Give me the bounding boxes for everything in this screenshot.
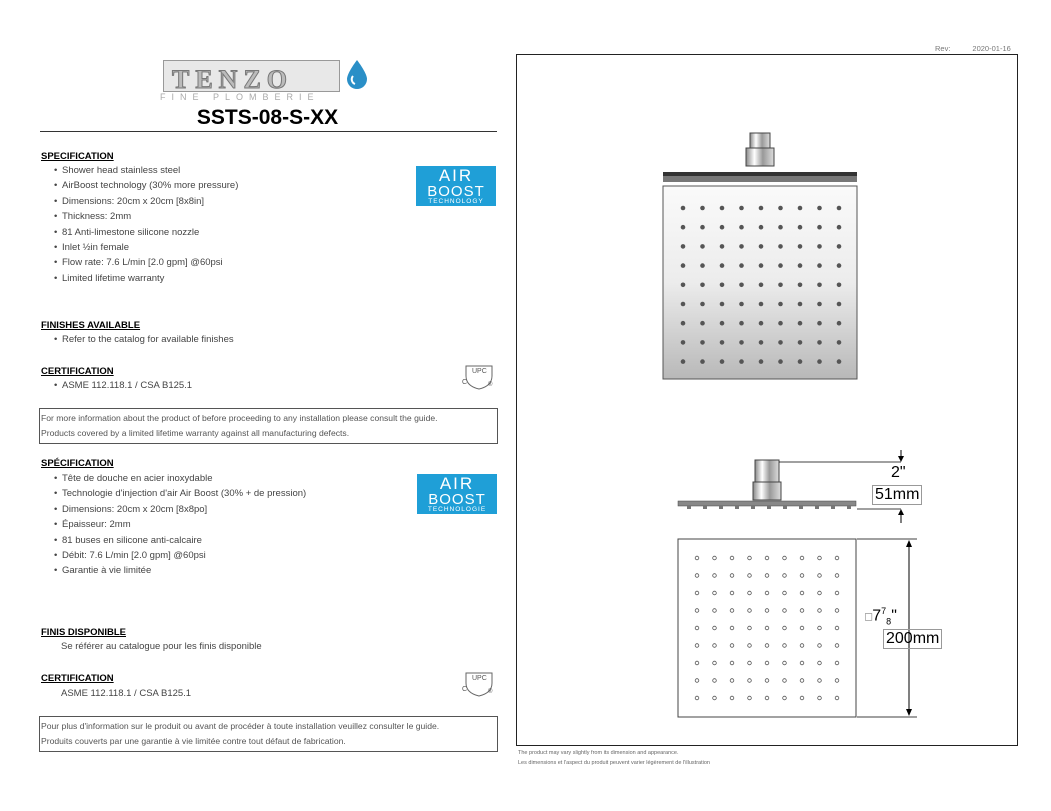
nozzle-dot (837, 302, 842, 307)
nozzle-dot (720, 340, 725, 345)
nozzle-dot (817, 340, 822, 345)
nozzle-dot (837, 206, 842, 211)
nozzle-dot (817, 263, 822, 268)
spec-list-en (40, 163, 400, 286)
side-nozzle (751, 506, 755, 509)
nozzle-dot (837, 225, 842, 230)
nozzle-dot (817, 225, 822, 230)
title-divider (40, 131, 497, 132)
nozzle-dot (759, 263, 764, 268)
nozzle-dot (837, 283, 842, 288)
airboost-l3: TECHNOLOGIE (427, 506, 487, 513)
nozzle-dot (817, 283, 822, 288)
cert-title-fr: CERTIFICATION (41, 673, 114, 684)
nozzle-dot (778, 340, 783, 345)
nozzle-dot (759, 321, 764, 326)
nozzle-dot (739, 359, 744, 364)
nozzle-dot (778, 225, 783, 230)
height-inch-label: 2" (891, 464, 906, 481)
nozzle-dot (759, 359, 764, 364)
nozzle-dot (700, 302, 705, 307)
nozzle-dot (798, 283, 803, 288)
side-nozzle (847, 506, 851, 509)
upc-text: UPC (472, 368, 487, 375)
side-nozzle (815, 506, 819, 509)
top-view (678, 539, 917, 717)
list-item: • Technologie d'injection d'air Air Boost (30% + de pression) (40, 486, 410, 501)
list-item: • Dimensions: 20cm x 20cm [8x8po] (40, 502, 410, 517)
side-nozzle (831, 506, 835, 509)
nozzle-dot (739, 206, 744, 211)
perspective-view (663, 133, 857, 379)
list-item: • Flow rate: 7.6 L/min [2.0 gpm] @60psi (40, 255, 400, 270)
nozzle-dot (837, 321, 842, 326)
logo-box (163, 60, 340, 92)
nozzle-dot (798, 340, 803, 345)
nozzle-dot (759, 206, 764, 211)
list-item: • Débit: 7.6 L/min [2.0 gpm] @60psi (40, 548, 410, 563)
info-line: Produits couverts par une garantie à vie limitée contre tout défaut de fabrication. (41, 736, 346, 746)
nozzle-dot (837, 263, 842, 268)
nozzle-dot (739, 340, 744, 345)
nozzle-dot (759, 302, 764, 307)
cert-list-en (40, 378, 340, 393)
revision (935, 44, 1011, 53)
height-mm-label: 51mm (872, 485, 922, 505)
nozzle-dot (700, 340, 705, 345)
nozzle-dot (778, 244, 783, 249)
nozzle-dot (798, 263, 803, 268)
airboost-l2: BOOST (428, 491, 486, 508)
rev-label: Rev: (935, 44, 951, 53)
airboost-l1: AIR (439, 474, 475, 493)
nozzle-dot (681, 359, 686, 364)
spec-title-fr: SPÉCIFICATION (41, 458, 114, 469)
airboost-l3: TECHNOLOGY (428, 198, 484, 205)
logo-brand: TENZO (172, 65, 294, 94)
cert-c: C (462, 686, 468, 693)
nozzle-dot (798, 359, 803, 364)
nozzle-dot (681, 340, 686, 345)
airboost-logo-en (416, 166, 496, 206)
spec-list-fr (40, 471, 410, 579)
finishes-text-fr: Se référer au catalogue pour les finis disponible (61, 641, 262, 652)
nozzle-dot (798, 321, 803, 326)
list-item: • Garantie à vie limitée (40, 563, 410, 578)
side-nozzle (735, 506, 739, 509)
finishes-title-fr: FINIS DISPONIBLE (41, 627, 126, 638)
cert-r: ® (488, 382, 493, 388)
nozzle-dot (759, 244, 764, 249)
list-item: • 81 Anti-limestone silicone nozzle (40, 225, 400, 240)
finishes-list-en (40, 332, 440, 347)
width-mm-label: 200mm (883, 629, 942, 649)
nozzle-dot (817, 321, 822, 326)
nozzle-dot (817, 206, 822, 211)
water-drop-icon (344, 58, 370, 90)
nozzle-dot (837, 359, 842, 364)
footer-en: The product may vary slightly from its dimension and appearance. (518, 750, 679, 756)
info-box-en (39, 408, 498, 444)
upc-cert-logo-fr (462, 669, 496, 699)
nozzle-dot (720, 302, 725, 307)
side-nozzle (799, 506, 803, 509)
nozzle-dot (700, 321, 705, 326)
nozzle-dot (739, 225, 744, 230)
upc-text: UPC (472, 675, 487, 682)
nozzle-dot (817, 302, 822, 307)
nozzle-dot (720, 321, 725, 326)
side-nozzle (783, 506, 787, 509)
footer-fr: Les dimensions et l'aspect du produit peuvent varier légèrement de l'illustration (518, 760, 710, 766)
info-line: For more information about the product of before proceeding to any installation please consult the guide. (41, 413, 438, 423)
cert-text-fr: ASME 112.118.1 / CSA B125.1 (61, 688, 192, 699)
list-item: • Thickness: 2mm (40, 209, 400, 224)
nozzle-dot (817, 244, 822, 249)
list-item: • Tête de douche en acier inoxydable (40, 471, 410, 486)
nozzle-dot (798, 302, 803, 307)
list-item: • AirBoost technology (30% more pressure) (40, 178, 400, 193)
nozzle-dot (681, 283, 686, 288)
nozzle-dot (778, 283, 783, 288)
nozzle-dot (681, 244, 686, 249)
cert-r: ® (488, 689, 493, 695)
nozzle-dot (739, 263, 744, 268)
nozzle-dot (720, 244, 725, 249)
info-line: Products covered by a limited lifetime warranty against all manufacturing defects. (41, 428, 350, 438)
nozzle-dot (681, 321, 686, 326)
airboost-logo-fr (417, 474, 497, 514)
cert-c: C (462, 379, 468, 386)
nozzle-dot (720, 225, 725, 230)
nozzle-dot (739, 244, 744, 249)
nozzle-dot (720, 359, 725, 364)
width-num: 7 (881, 606, 887, 616)
nozzle-dot (720, 263, 725, 268)
side-nozzle (703, 506, 707, 509)
nozzle-dot (837, 340, 842, 345)
width-inch-mark: " (891, 607, 897, 625)
nozzle-dot (681, 263, 686, 268)
nozzle-dot (778, 206, 783, 211)
nozzle-dot (720, 283, 725, 288)
list-item: • Shower head stainless steel (40, 163, 400, 178)
nozzle-dot (700, 244, 705, 249)
list-item: • Dimensions: 20cm x 20cm [8x8in] (40, 194, 400, 209)
nozzle-dot (681, 225, 686, 230)
info-box-fr (39, 716, 498, 752)
model-number: SSTS-08-S-XX (196, 106, 339, 129)
nozzle-dot (700, 359, 705, 364)
nozzle-dot (700, 206, 705, 211)
info-line: Pour plus d'information sur le produit ou avant de procéder à toute installation veuillez consulter le guide. (41, 721, 440, 731)
side-nozzle (687, 506, 691, 509)
nozzle-dot (778, 302, 783, 307)
list-item: • Limited lifetime warranty (40, 271, 400, 286)
nozzle-dot (778, 263, 783, 268)
cert-title-en: CERTIFICATION (41, 366, 114, 377)
nozzle-dot (681, 302, 686, 307)
nozzle-dot (700, 283, 705, 288)
finishes-title-en: FINISHES AVAILABLE (41, 320, 141, 331)
upc-cert-logo-en (462, 362, 496, 392)
side-nozzle (767, 506, 771, 509)
nozzle-dot (798, 225, 803, 230)
nozzle-dot (700, 263, 705, 268)
technical-drawing (516, 54, 1018, 746)
nozzle-dot (720, 206, 725, 211)
spec-title-en: SPECIFICATION (41, 151, 114, 162)
nozzle-dot (798, 244, 803, 249)
airboost-l2: BOOST (427, 183, 485, 200)
nozzle-dot (778, 321, 783, 326)
nozzle-dot (739, 302, 744, 307)
width-inch-label (865, 606, 897, 627)
nozzle-dot (837, 244, 842, 249)
list-item: • 81 buses en silicone anti-calcaire (40, 533, 410, 548)
nozzle-dot (759, 340, 764, 345)
box-glyph: □ (865, 609, 873, 624)
nozzle-dot (759, 225, 764, 230)
nozzle-dot (798, 206, 803, 211)
side-nozzle (719, 506, 723, 509)
width-whole: 7 (872, 607, 882, 625)
airboost-l1: AIR (438, 166, 474, 185)
width-den: 8 (886, 616, 892, 627)
rev-date: 2020-01-16 (972, 44, 1011, 53)
nozzle-dot (778, 359, 783, 364)
nozzle-dot (739, 283, 744, 288)
nozzle-dot (681, 206, 686, 211)
nozzle-dot (759, 283, 764, 288)
list-item: • Refer to the catalog for available finishes (40, 332, 440, 347)
tenzo-logo (160, 56, 380, 104)
side-view (678, 450, 904, 523)
list-item: • Épaisseur: 2mm (40, 517, 410, 532)
nozzle-dot (700, 225, 705, 230)
nozzle-dot (817, 359, 822, 364)
logo-tagline: FINE PLOMBERIE (160, 92, 320, 102)
nozzle-dot (739, 321, 744, 326)
list-item: • ASME 112.118.1 / CSA B125.1 (40, 378, 340, 393)
list-item: • Inlet ½in female (40, 240, 400, 255)
